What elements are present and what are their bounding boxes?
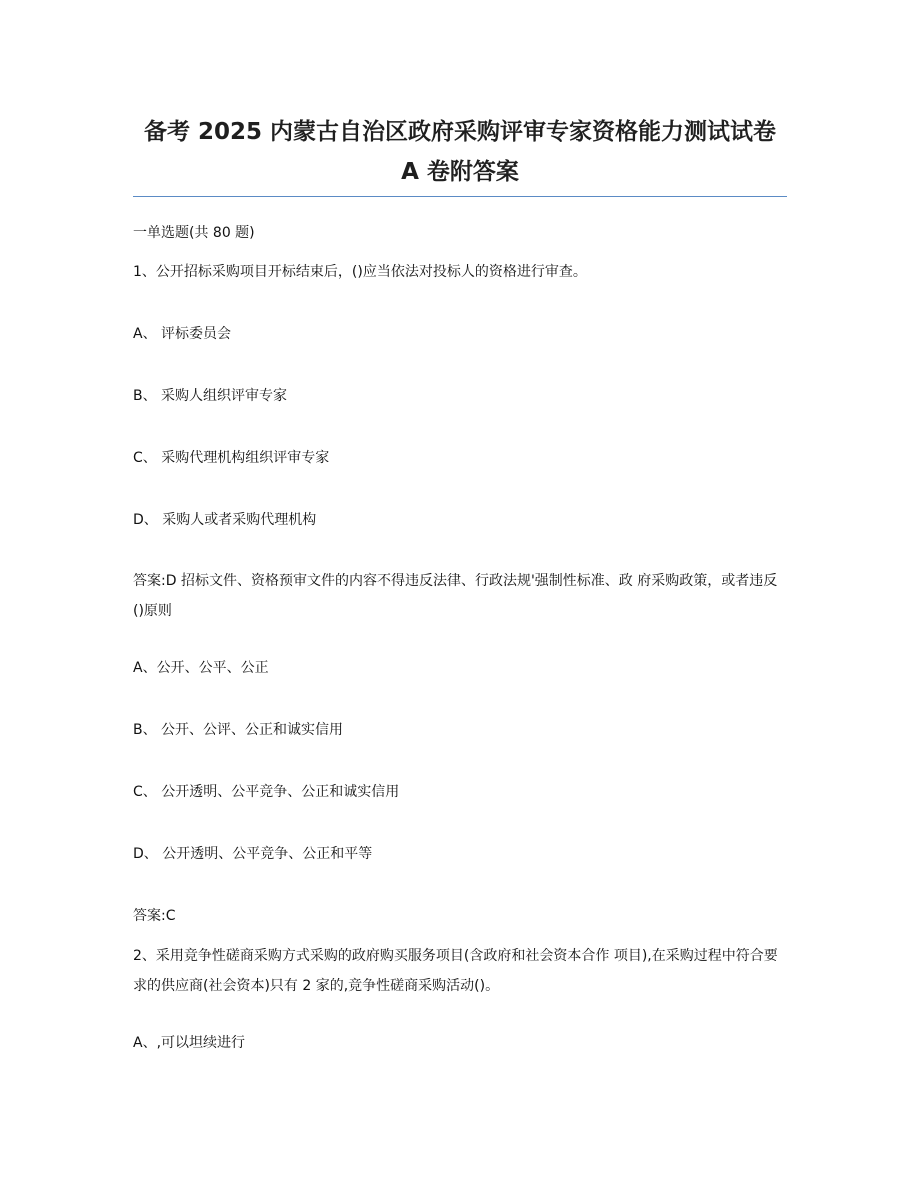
option-d: D、 公开透明、公平竞争、公正和平等 [133,846,373,862]
answer-text: 答案:C [133,908,176,924]
question-stem: 2、采用竞争性磋商采购方式采购的政府购买服务项目(含政府和社会资本合作 项目),在采购过程中符合要求的供应商(社会资本)只有 2 家的,竞争性磋商采购活动()。 [133,948,778,994]
option-b: B、 公开、公评、公正和诚实信用 [133,722,344,738]
option-a: A、 评标委员会 [133,326,232,342]
option-c: C、 采购代理机构组织评审专家 [133,450,330,466]
title-divider [133,196,787,197]
option-b: B、 采购人组织评审专家 [133,388,288,404]
section-header: 一单选题(共 80 题) [133,225,255,241]
option-d: D、 采购人或者采购代理机构 [133,512,317,528]
option-a: A、公开、公平、公正 [133,660,269,676]
question-stem: 1、公开招标采购项目开标结束后，()应当依法对投标人的资格进行审查。 [133,264,587,280]
answer-text: 答案:D 招标文件、资格预审文件的内容不得违反法律、行政法规'强制性标准、政 府采购政策，或者违反()原则 [133,573,778,619]
document-title: 备考 2025 内蒙古自治区政府采购评审专家资格能力测试试卷 A 卷附答案 [143,119,777,185]
option-c: C、 公开透明、公平竞争、公正和诚实信用 [133,784,400,800]
option-a: A、,可以坦续进行 [133,1035,246,1051]
